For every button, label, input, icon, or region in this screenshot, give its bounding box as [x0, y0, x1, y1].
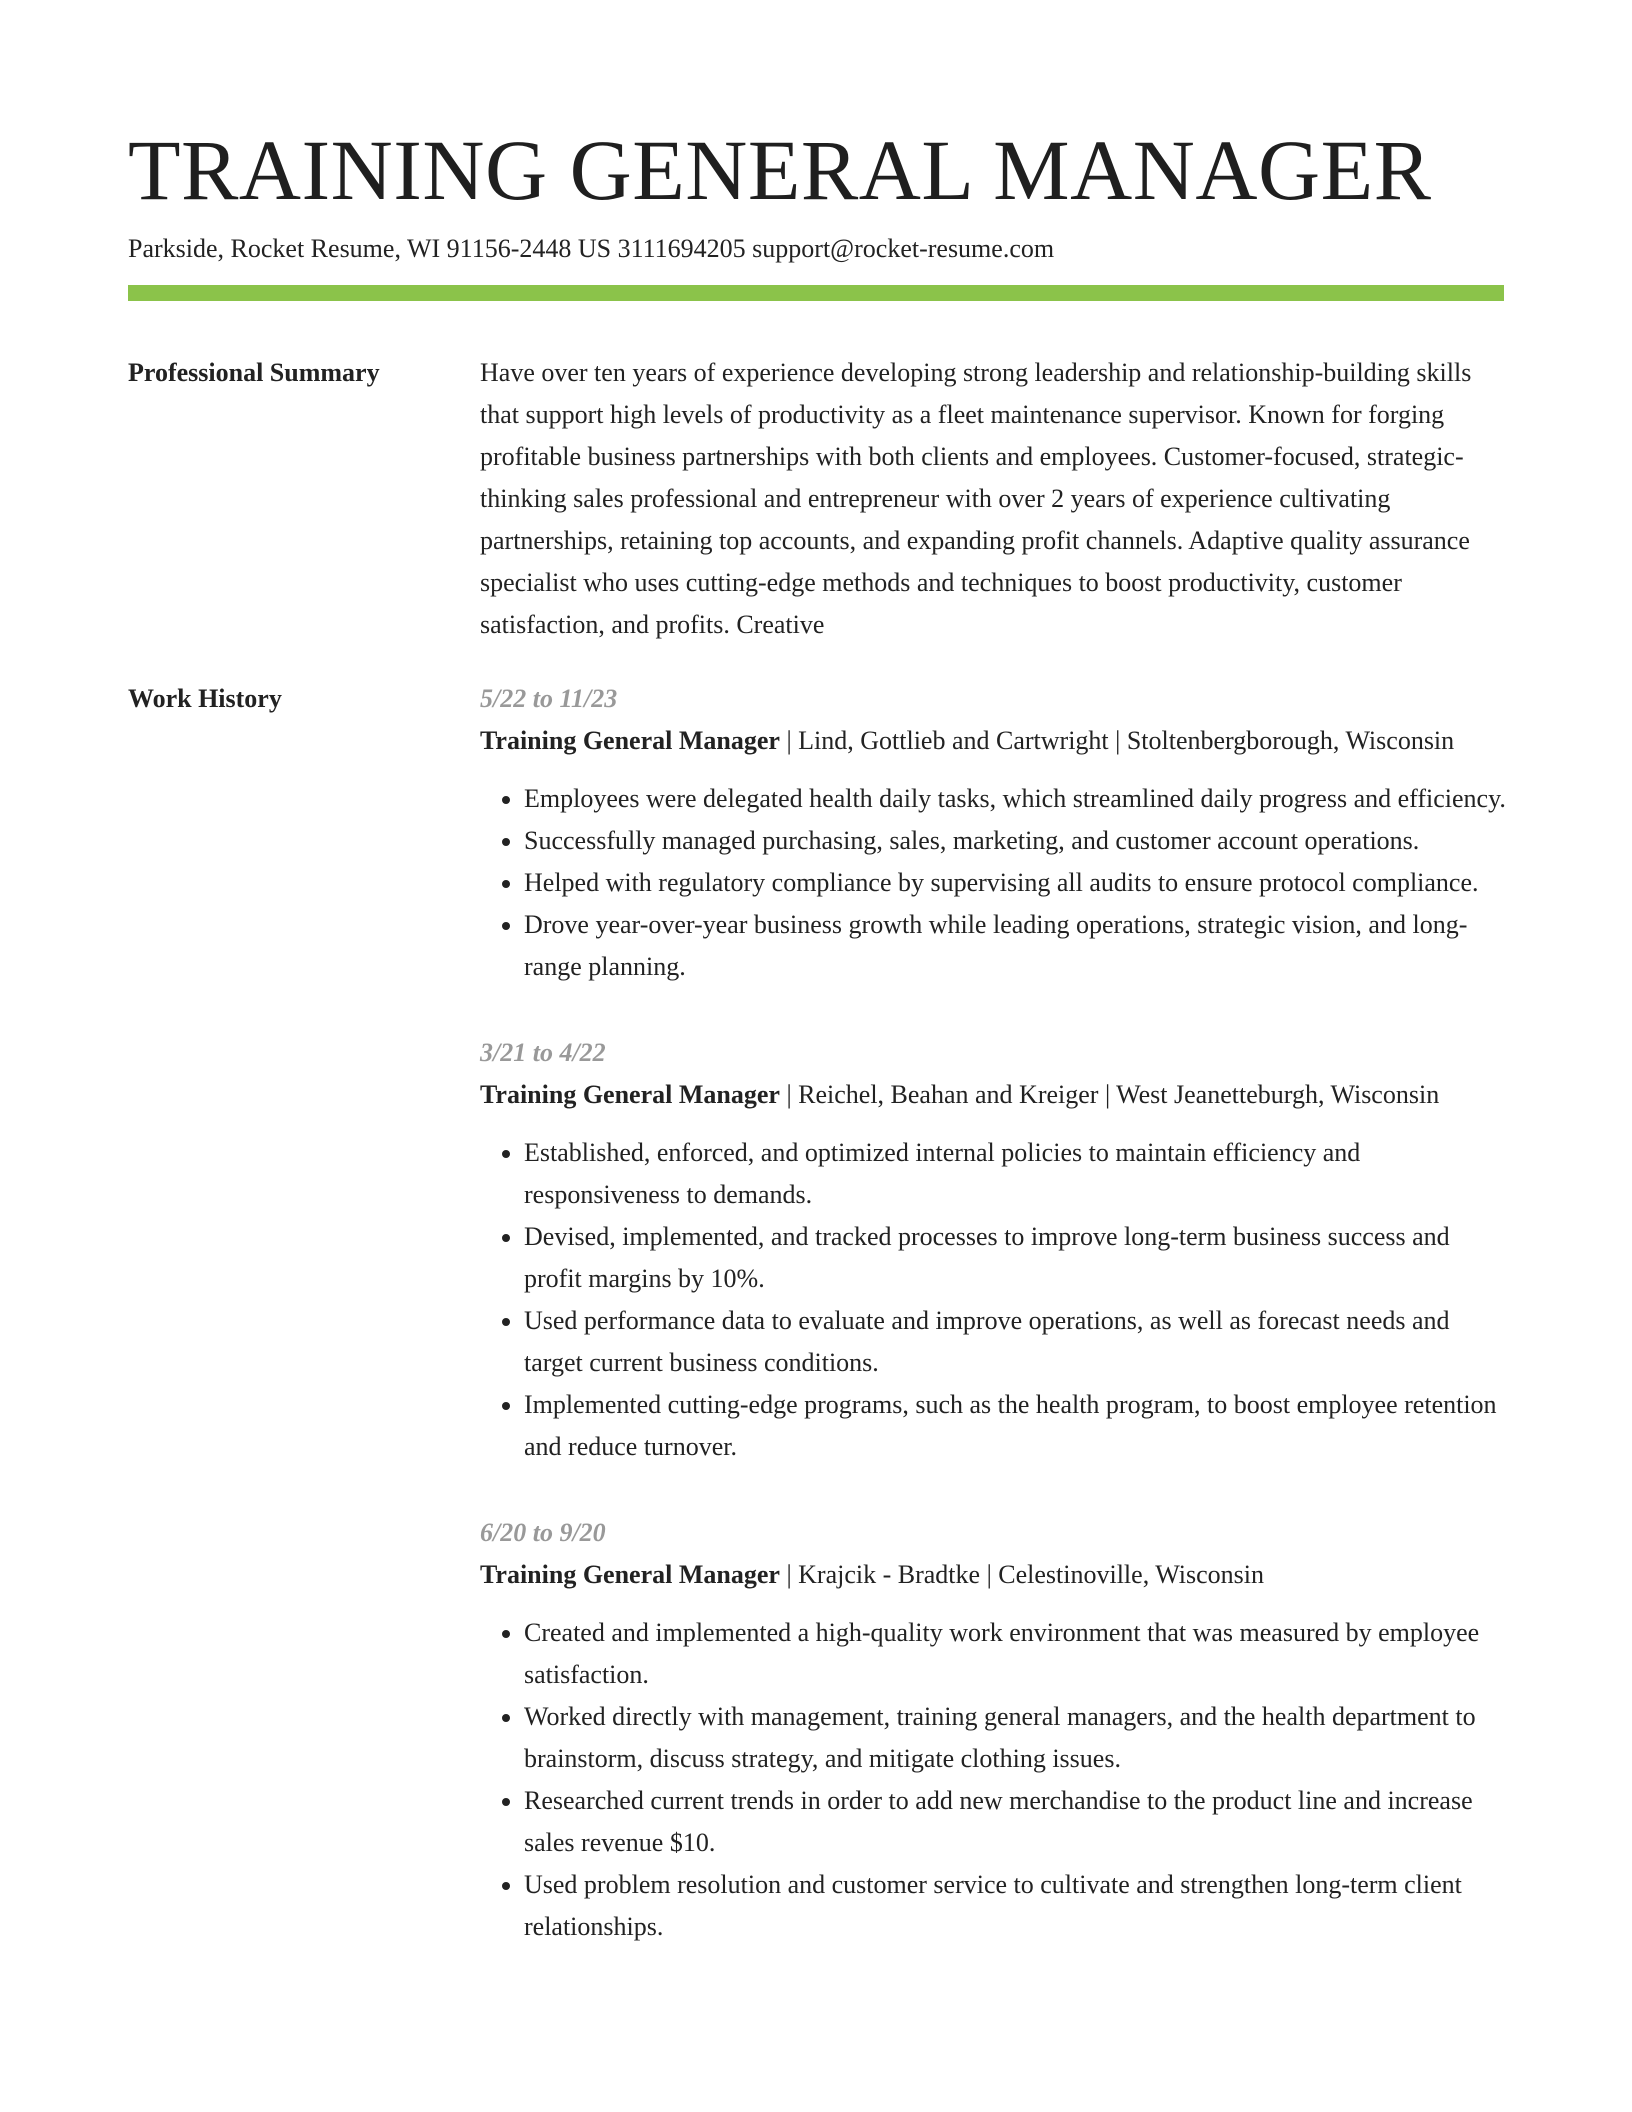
job-dates: 3/21 to 4/22 — [480, 1038, 606, 1067]
summary-body — [480, 352, 1508, 646]
job-bullet: • Used performance data to evaluate and improve operations, as well as forecast needs and target current business conditions. — [524, 1300, 1508, 1384]
contact-info: Parkside, Rocket Resume, WI 91156-2448 US 3111694205 support@rocket-resume.com — [128, 234, 1055, 263]
job-title-line — [480, 1074, 1508, 1116]
job-bullet: • Worked directly with management, training general managers, and the health department to brainstorm, discuss strategy, and mitigate clothing issues. — [524, 1696, 1508, 1780]
job-bullet: • Drove year-over-year business growth while leading operations, strategic vision, and long-range planning. — [524, 904, 1508, 988]
header-divider — [128, 285, 1504, 301]
job-bullet: • Researched current trends in order to add new merchandise to the product line and increase sales revenue $10. — [524, 1780, 1508, 1864]
job-title-line — [480, 720, 1508, 762]
candidate-name: TRAINING GENERAL MANAGER — [128, 122, 1432, 218]
job-bullet: • Used problem resolution and customer service to cultivate and strengthen long-term client relationships. — [524, 1864, 1508, 1948]
job-bullet: • Devised, implemented, and tracked processes to improve long-term business success and profit margins by 10%. — [524, 1216, 1508, 1300]
job-bullet: • Employees were delegated health daily tasks, which streamlined daily progress and efficiency. — [524, 778, 1508, 820]
work-history-heading: Work History — [128, 684, 282, 713]
job-dates: 6/20 to 9/20 — [480, 1518, 606, 1547]
job-entry — [480, 1032, 1508, 1468]
job-bullet: • Helped with regulatory compliance by supervising all audits to ensure protocol compliance. — [524, 862, 1508, 904]
job-details: | Reichel, Beahan and Kreiger | West Jeanetteburgh, Wisconsin — [779, 1080, 1440, 1109]
job-bullets — [480, 1612, 1508, 1948]
job-entry — [480, 1512, 1508, 1948]
job-title: Training General Manager — [480, 1560, 780, 1589]
job-bullet: • Created and implemented a high-quality work environment that was measured by employee satisfaction. — [524, 1612, 1508, 1696]
work-history-body — [480, 678, 1508, 1992]
job-details: | Krajcik - Bradtke | Celestinoville, Wisconsin — [779, 1560, 1264, 1589]
summary-text: Have over ten years of experience developing strong leadership and relationship-building skills that support high levels of productivity as a fleet maintenance supervisor. Known for forging profitable business partnerships with both clients and employees. Customer-focused, strategic-thinking sales professional and entrepreneur with over 2 years of experience cultivating partnerships, retaining top accounts, and expanding profit channels. Adaptive quality assurance specialist who uses cutting-edge methods and techniques to boost productivity, customer satisfaction, and profits. Creative — [480, 358, 1472, 639]
job-entry — [480, 678, 1508, 988]
job-title: Training General Manager — [480, 1080, 780, 1109]
job-details: | Lind, Gottlieb and Cartwright | Stoltenbergborough, Wisconsin — [779, 726, 1455, 755]
job-dates: 5/22 to 11/23 — [480, 684, 618, 713]
job-bullet: • Established, enforced, and optimized internal policies to maintain efficiency and responsiveness to demands. — [524, 1132, 1508, 1216]
job-bullets — [480, 1132, 1508, 1468]
job-title: Training General Manager — [480, 726, 780, 755]
job-bullet: • Successfully managed purchasing, sales, marketing, and customer account operations. — [524, 820, 1508, 862]
summary-heading: Professional Summary — [128, 358, 380, 387]
job-bullets — [480, 778, 1508, 988]
job-bullet: • Implemented cutting-edge programs, such as the health program, to boost employee retention and reduce turnover. — [524, 1384, 1508, 1468]
job-title-line — [480, 1554, 1508, 1596]
